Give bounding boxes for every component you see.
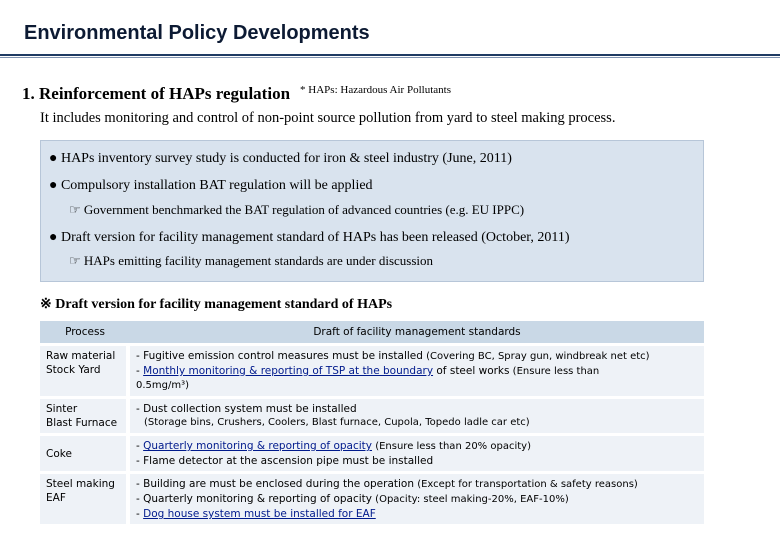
standard-line: (Storage bins, Crushers, Coolers, Blast furnace, Cupola, Topedo ladle car etc) xyxy=(144,417,530,428)
section-heading xyxy=(22,84,451,104)
page-title: Environmental Policy Developments xyxy=(24,22,370,44)
table-row xyxy=(40,346,704,396)
standard-line: - Quarterly monitoring & reporting of opacity (Ensure less than 20% opacity) xyxy=(136,440,531,452)
table-row xyxy=(40,399,704,433)
process-name: Stock Yard xyxy=(46,364,101,376)
bullet-bat: ● Compulsory installation BAT regulation will be applied xyxy=(49,178,373,193)
section-footnote: * HAPs: Hazardous Air Pollutants xyxy=(300,84,451,96)
standard-line: - Quarterly monitoring & reporting of opacity (Opacity: steel making-20%, EAF-10%) xyxy=(136,493,569,505)
standard-line: - Dust collection system must be installed xyxy=(136,403,357,415)
standards-cell xyxy=(130,436,704,471)
table-title: ※ Draft version for facility management standard of HAPs xyxy=(40,297,393,312)
process-cell xyxy=(40,399,130,433)
standard-line: 0.5mg/m³) xyxy=(136,380,190,391)
table-header-row xyxy=(40,321,704,343)
process-cell xyxy=(40,436,130,471)
standard-line: - Monthly monitoring & reporting of TSP at the boundary of steel works (Ensure less than xyxy=(136,365,600,377)
section-intro: It includes monitoring and control of non-point source pollution from yard to steel making process. xyxy=(40,110,616,126)
standard-line: - Building are must be enclosed during the operation (Except for transportation & safety reasons) xyxy=(136,478,638,490)
process-name: Sinter xyxy=(46,403,78,415)
bullet-inventory: ● HAPs inventory survey study is conducted for iron & steel industry (June, 2011) xyxy=(49,151,512,166)
process-cell xyxy=(40,346,130,396)
standards-cell xyxy=(130,346,704,396)
header-process: Process xyxy=(40,321,130,343)
process-cell xyxy=(40,474,130,524)
section-title: 1. Reinforcement of HAPs regulation xyxy=(22,84,291,103)
table-row xyxy=(40,474,704,524)
standards-cell xyxy=(130,474,704,524)
process-name: Steel making xyxy=(46,478,115,490)
standards-cell xyxy=(130,399,704,433)
header-standards: Draft of facility management standards xyxy=(130,321,704,343)
process-name: EAF xyxy=(46,492,66,504)
info-box xyxy=(40,140,704,282)
sub-bat: ☞ Government benchmarked the BAT regulation of advanced countries (e.g. EU IPPC) xyxy=(69,202,525,217)
title-divider-thin xyxy=(0,57,780,58)
title-bar xyxy=(0,0,780,62)
sub-draft: ☞ HAPs emitting facility management standards are under discussion xyxy=(69,253,434,268)
title-divider xyxy=(0,54,780,56)
process-name: Raw material xyxy=(46,350,116,362)
table-row xyxy=(40,436,704,471)
process-name: Coke xyxy=(46,447,72,460)
process-name: Blast Furnace xyxy=(46,417,118,429)
standard-line: - Flame detector at the ascension pipe must be installed xyxy=(136,455,434,467)
bullet-draft: ● Draft version for facility management standard of HAPs has been released (October, 2011) xyxy=(49,230,570,245)
standard-line: - Fugitive emission control measures must be installed (Covering BC, Spray gun, windbreak net etc) xyxy=(136,350,650,362)
standards-table xyxy=(40,318,704,527)
standard-line: - Dog house system must be installed for EAF xyxy=(136,508,376,520)
